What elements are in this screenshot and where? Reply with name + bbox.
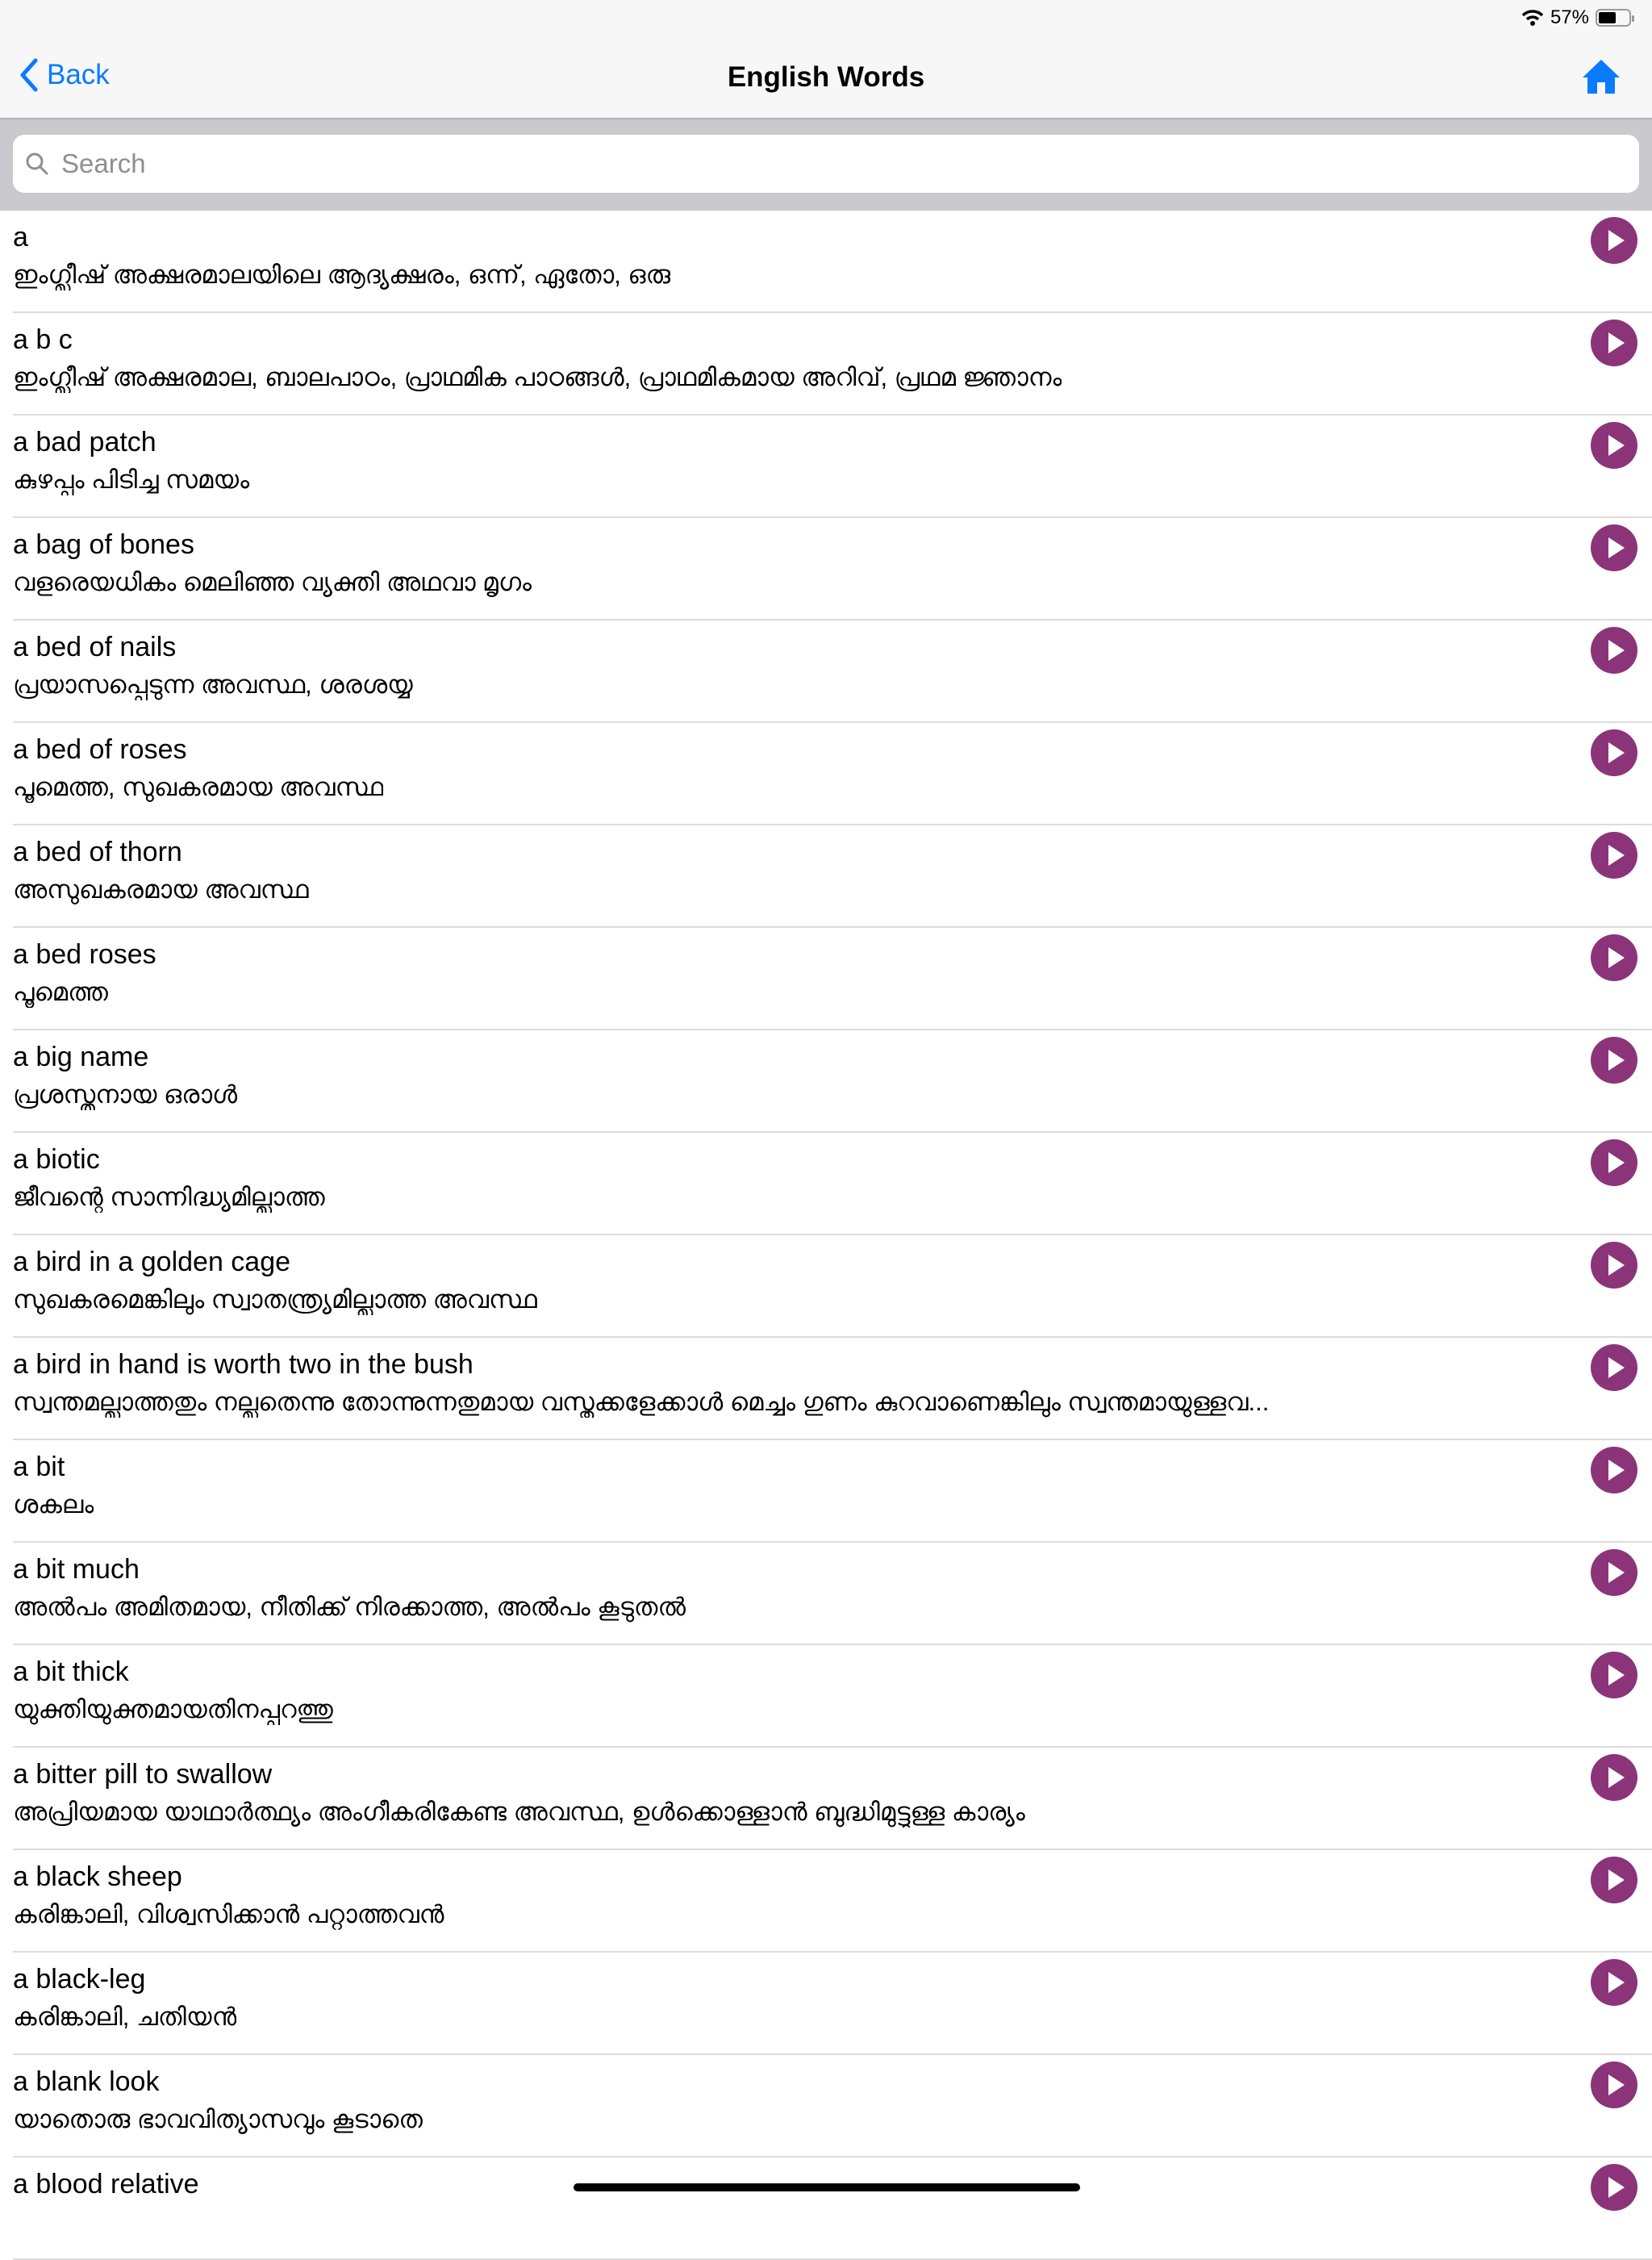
malayalam-meaning: സ്വന്തമല്ലാത്തതും നല്ലതെന്നു തോന്നുന്നതുമായ വസ്തുക്കളേക്കാൾ മെച്ചം ഗുണം കുറവാണെങ്കിലും സ്വന്തമായുള്ളവ... xyxy=(13,1388,1270,1416)
search-input[interactable] xyxy=(60,148,1639,180)
english-word: a b c xyxy=(13,324,73,355)
english-word: a blood relative xyxy=(13,2169,199,2199)
malayalam-meaning: സുഖകരമെങ്കിലും സ്വാതന്ത്ര്യമില്ലാത്ത അവസ്ഥ xyxy=(13,1285,537,1314)
list-item[interactable] xyxy=(13,1133,1652,1235)
play-audio-button[interactable] xyxy=(1591,1242,1637,1289)
list-item[interactable] xyxy=(13,416,1652,518)
list-item[interactable] xyxy=(13,1030,1652,1133)
list-item[interactable] xyxy=(13,723,1652,825)
english-word: a xyxy=(13,222,28,253)
list-item[interactable] xyxy=(13,1850,1652,1953)
search-field[interactable] xyxy=(13,135,1639,193)
malayalam-meaning: അസുഖകരമായ അവസ്ഥ xyxy=(13,875,309,904)
play-audio-button[interactable] xyxy=(1591,320,1637,366)
home-button[interactable] xyxy=(1581,58,1621,99)
english-word: a bit much xyxy=(13,1554,140,1585)
list-item[interactable] xyxy=(13,313,1652,416)
play-audio-button[interactable] xyxy=(1591,1652,1637,1698)
list-item[interactable] xyxy=(13,1235,1652,1338)
home-icon xyxy=(1581,58,1621,95)
malayalam-meaning: അൽപം അമിതമായ, നീതിക്ക് നിരക്കാത്ത, അൽപം കൂടുതൽ xyxy=(13,1593,686,1621)
english-word: a biotic xyxy=(13,1144,100,1175)
search-icon xyxy=(24,151,50,177)
malayalam-meaning: അപ്രിയമായ യാഥാർത്ഥ്യം അംഗീകരികേണ്ട അവസ്ഥ, ഉൾക്കൊള്ളാൻ ബുദ്ധിമുട്ടുള്ള കാര്യം xyxy=(13,1798,1025,1826)
english-word: a blank look xyxy=(13,2066,160,2097)
malayalam-meaning: ജീവന്റെ സാന്നിദ്ധ്യമില്ലാത്ത xyxy=(13,1183,325,1211)
battery-percent: 57% xyxy=(1550,6,1589,28)
english-word: a bed of nails xyxy=(13,632,177,662)
play-audio-button[interactable] xyxy=(1591,1549,1637,1596)
list-item[interactable] xyxy=(13,1338,1652,1440)
play-audio-button[interactable] xyxy=(1591,422,1637,469)
malayalam-meaning: പൂമെത്ത, സുഖകരമായ അവസ്ഥ xyxy=(13,773,384,801)
list-item[interactable] xyxy=(13,518,1652,620)
malayalam-meaning: കരിങ്കാലി, ചതിയൻ xyxy=(13,2003,237,2031)
play-audio-button[interactable] xyxy=(1591,627,1637,674)
play-audio-button[interactable] xyxy=(1591,1344,1637,1391)
play-audio-button[interactable] xyxy=(1591,1857,1637,1903)
play-audio-button[interactable] xyxy=(1591,524,1637,571)
wifi-icon xyxy=(1521,9,1544,27)
list-item[interactable] xyxy=(13,1543,1652,1645)
list-item[interactable] xyxy=(13,1953,1652,2055)
english-word: a bitter pill to swallow xyxy=(13,1759,273,1790)
play-audio-button[interactable] xyxy=(1591,217,1637,264)
malayalam-meaning: യുക്തിയുക്തമായതിനപ്പുറത്തു xyxy=(13,1695,333,1723)
list-item[interactable] xyxy=(13,2158,1652,2260)
english-word: a bird in hand is worth two in the bush xyxy=(13,1349,473,1380)
malayalam-meaning: കരിങ്കാലി, വിശ്വസിക്കാൻ പറ്റാത്തവൻ xyxy=(13,1900,444,1928)
malayalam-meaning: ഇംഗ്ലീഷ് അക്ഷരമാലയിലെ ആദ്യക്ഷരം, ഒന്ന്, ഏതോ, ഒരു xyxy=(13,261,671,289)
malayalam-meaning: യാതൊരു ഭാവവിത്യാസവും കൂടാതെ xyxy=(13,2105,423,2133)
home-indicator[interactable] xyxy=(574,2183,1080,2191)
english-word: a bag of bones xyxy=(13,529,194,560)
english-word: a bird in a golden cage xyxy=(13,1247,291,1277)
list-item[interactable] xyxy=(13,928,1652,1030)
malayalam-meaning: വളരെയധികം മെലിഞ്ഞ വ്യക്തി അഥവാ മൃഗം xyxy=(13,568,532,596)
list-item[interactable] xyxy=(13,620,1652,723)
back-label: Back xyxy=(47,59,110,90)
english-word: a bit thick xyxy=(13,1656,129,1687)
english-word: a black-leg xyxy=(13,1964,146,1995)
english-word: a bed of thorn xyxy=(13,837,182,867)
play-audio-button[interactable] xyxy=(1591,1754,1637,1801)
list-item[interactable] xyxy=(13,211,1652,313)
malayalam-meaning: പ്രശസ്തനായ ഒരാൾ xyxy=(13,1080,238,1109)
english-word: a bed of roses xyxy=(13,734,187,765)
play-audio-button[interactable] xyxy=(1591,2062,1637,2108)
navigation-bar xyxy=(0,0,1652,119)
list-item[interactable] xyxy=(13,2055,1652,2158)
malayalam-meaning: പ്രയാസപ്പെടുന്ന അവസ്ഥ, ശരശയ്യ xyxy=(13,670,413,699)
english-word: a bad patch xyxy=(13,427,156,457)
play-audio-button[interactable] xyxy=(1591,1139,1637,1186)
play-audio-button[interactable] xyxy=(1591,729,1637,776)
play-audio-button[interactable] xyxy=(1591,1959,1637,2006)
list-item[interactable] xyxy=(13,1645,1652,1748)
play-audio-button[interactable] xyxy=(1591,934,1637,981)
list-item[interactable] xyxy=(13,1440,1652,1543)
word-list xyxy=(0,211,1652,2260)
list-item[interactable] xyxy=(13,825,1652,928)
english-word: a bed roses xyxy=(13,939,156,970)
search-bar xyxy=(0,119,1652,211)
page-title: English Words xyxy=(727,61,925,93)
battery-icon xyxy=(1596,9,1631,27)
english-word: a bit xyxy=(13,1452,65,1482)
play-audio-button[interactable] xyxy=(1591,1037,1637,1084)
malayalam-meaning: ശകലം xyxy=(13,1490,94,1519)
malayalam-meaning: ഇംഗ്ലീഷ് അക്ഷരമാല, ബാലപാഠം, പ്രാഥമിക പാഠങ്ങൾ, പ്രാഥമികമായ അറിവ്, പ്രഥമ ജ്ഞാനം xyxy=(13,363,1062,391)
english-word: a big name xyxy=(13,1042,149,1072)
english-word: a black sheep xyxy=(13,1861,182,1892)
list-item[interactable] xyxy=(13,1748,1652,1850)
play-audio-button[interactable] xyxy=(1591,2164,1637,2211)
malayalam-meaning: കുഴപ്പം പിടിച്ച സമയം xyxy=(13,466,250,494)
malayalam-meaning: പൂമെത്ത xyxy=(13,978,108,1006)
play-audio-button[interactable] xyxy=(1591,1447,1637,1493)
status-bar xyxy=(1521,6,1631,29)
play-audio-button[interactable] xyxy=(1591,832,1637,879)
